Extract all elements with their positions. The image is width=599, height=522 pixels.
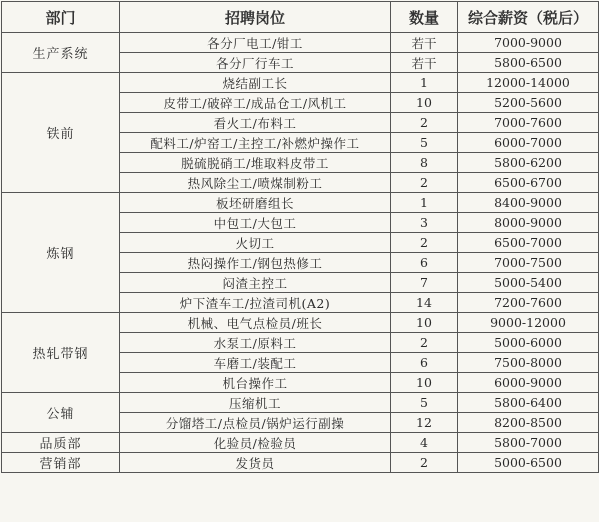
quantity-cell: 5 [391, 133, 458, 153]
position-cell: 分馏塔工/点检员/锅炉运行副操 [120, 413, 391, 433]
position-cell: 脱硫脱硝工/堆取料皮带工 [120, 153, 391, 173]
salary-cell: 12000-14000 [458, 73, 599, 93]
header-row [2, 2, 599, 33]
header-department: 部门 [2, 2, 120, 33]
quantity-cell: 10 [391, 373, 458, 393]
position-cell: 皮带工/破碎工/成品仓工/风机工 [120, 93, 391, 113]
position-cell: 炉下渣车工/拉渣司机(A2) [120, 293, 391, 313]
position-cell: 化验员/检验员 [120, 433, 391, 453]
salary-cell: 7500-8000 [458, 353, 599, 373]
position-cell: 看火工/布料工 [120, 113, 391, 133]
position-cell: 热风除尘工/喷煤制粉工 [120, 173, 391, 193]
department-cell: 铁前 [2, 73, 120, 193]
table-row [2, 433, 599, 453]
salary-cell: 8400-9000 [458, 193, 599, 213]
position-cell: 板坯研磨组长 [120, 193, 391, 213]
quantity-cell: 若干 [391, 33, 458, 53]
position-cell: 配料工/炉窑工/主控工/补燃炉操作工 [120, 133, 391, 153]
quantity-cell: 6 [391, 353, 458, 373]
table-row [2, 393, 599, 413]
salary-cell: 5800-6400 [458, 393, 599, 413]
position-cell: 各分厂电工/钳工 [120, 33, 391, 53]
position-cell: 火切工 [120, 233, 391, 253]
salary-cell: 5200-5600 [458, 93, 599, 113]
salary-cell: 6000-7000 [458, 133, 599, 153]
quantity-cell: 7 [391, 273, 458, 293]
position-cell: 各分厂行车工 [120, 53, 391, 73]
quantity-cell: 10 [391, 313, 458, 333]
salary-cell: 6500-7000 [458, 233, 599, 253]
department-cell: 营销部 [2, 453, 120, 473]
salary-cell: 5000-6000 [458, 333, 599, 353]
salary-cell: 7000-9000 [458, 33, 599, 53]
header-position: 招聘岗位 [120, 2, 391, 33]
table-row [2, 313, 599, 333]
salary-cell: 7000-7500 [458, 253, 599, 273]
salary-cell: 5000-5400 [458, 273, 599, 293]
salary-cell: 6000-9000 [458, 373, 599, 393]
department-cell: 生产系统 [2, 33, 120, 73]
salary-cell: 5000-6500 [458, 453, 599, 473]
quantity-cell: 8 [391, 153, 458, 173]
department-cell: 热轧带钢 [2, 313, 120, 393]
salary-cell: 8000-9000 [458, 213, 599, 233]
salary-cell: 6500-6700 [458, 173, 599, 193]
salary-cell: 7000-7600 [458, 113, 599, 133]
quantity-cell: 2 [391, 233, 458, 253]
quantity-cell: 4 [391, 433, 458, 453]
quantity-cell: 14 [391, 293, 458, 313]
recruitment-table [1, 1, 599, 473]
position-cell: 中包工/大包工 [120, 213, 391, 233]
table-body [2, 33, 599, 473]
table-row [2, 453, 599, 473]
department-cell: 公辅 [2, 393, 120, 433]
quantity-cell: 2 [391, 113, 458, 133]
salary-cell: 5800-7000 [458, 433, 599, 453]
quantity-cell: 12 [391, 413, 458, 433]
quantity-cell: 2 [391, 173, 458, 193]
salary-cell: 7200-7600 [458, 293, 599, 313]
quantity-cell: 1 [391, 193, 458, 213]
position-cell: 发货员 [120, 453, 391, 473]
department-cell: 炼钢 [2, 193, 120, 313]
quantity-cell: 1 [391, 73, 458, 93]
position-cell: 热闷操作工/钢包热修工 [120, 253, 391, 273]
salary-cell: 5800-6200 [458, 153, 599, 173]
position-cell: 压缩机工 [120, 393, 391, 413]
salary-cell: 8200-8500 [458, 413, 599, 433]
quantity-cell: 2 [391, 333, 458, 353]
quantity-cell: 6 [391, 253, 458, 273]
quantity-cell: 3 [391, 213, 458, 233]
position-cell: 车磨工/装配工 [120, 353, 391, 373]
salary-cell: 5800-6500 [458, 53, 599, 73]
position-cell: 烧结副工长 [120, 73, 391, 93]
quantity-cell: 若干 [391, 53, 458, 73]
header-salary: 综合薪资（税后） [458, 2, 599, 33]
quantity-cell: 2 [391, 453, 458, 473]
position-cell: 机台操作工 [120, 373, 391, 393]
table-row [2, 73, 599, 93]
table-row [2, 33, 599, 53]
department-cell: 品质部 [2, 433, 120, 453]
position-cell: 机械、电气点检员/班长 [120, 313, 391, 333]
header-quantity: 数量 [391, 2, 458, 33]
quantity-cell: 5 [391, 393, 458, 413]
salary-cell: 9000-12000 [458, 313, 599, 333]
quantity-cell: 10 [391, 93, 458, 113]
position-cell: 闷渣主控工 [120, 273, 391, 293]
table-row [2, 193, 599, 213]
position-cell: 水泵工/原料工 [120, 333, 391, 353]
